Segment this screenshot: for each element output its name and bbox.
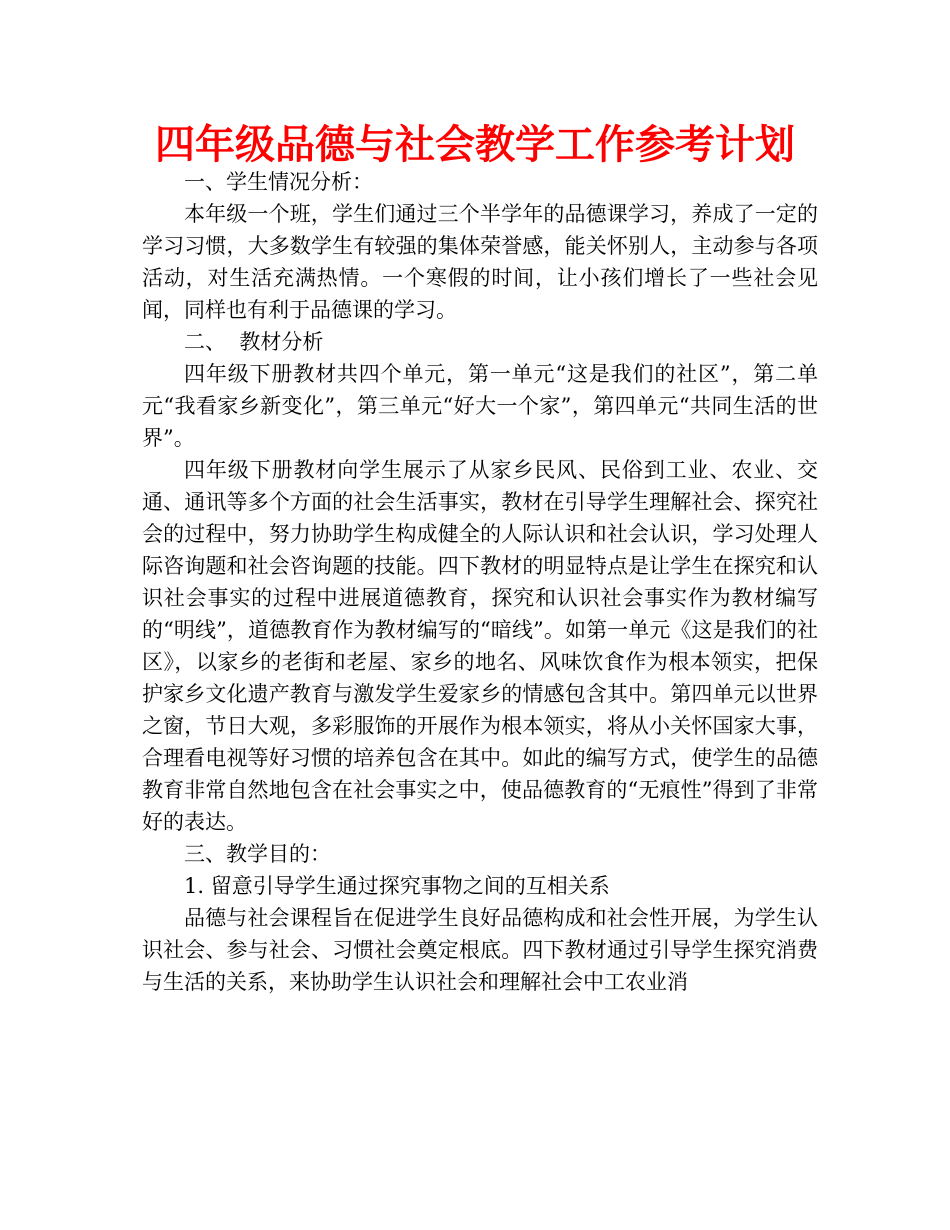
paragraph: 四年级下册教材共四个单元，第一单元“这是我们的社区”，第二单元“我看家乡新变化”，第三单元“好大一个家”，第四单元“共同生活的世界”。 [142, 362, 818, 450]
document-title: 四年级品德与社会教学工作参考计划 [155, 122, 795, 168]
section-heading: 一、学生情况分析： [184, 170, 373, 194]
document-body [142, 166, 818, 998]
paragraph: 四年级下册教材向学生展示了从家乡民风、民俗到工业、农业、交通、通讯等多个方面的社会生活事实，教材在引导学生理解社会、探究社会的过程中，努力协助学生构成健全的人际认识和社会认识，学习处理人际咨询题和社会咨询题的技能。四下教材的明显特点是让学生在探究和认识社会事实的过程中进展道德教育，探究和认识社会事实作为教材编写的“明线”，道德教育作为教材编写的“暗线”。如第一单元《这是我们的社区》，以家乡的老街和老屋、家乡的地名、风味饮食作为根本领实，把保护家乡文化遗产教育与激发学生爱家乡的情感包含其中。第四单元以世界之窗，节日大观，多彩服饰的开展作为根本领实，将从小关怀国家大事，合理看电视等好习惯的培养包含在其中。如此的编写方式，使学生的品德教育非常自然地包含在社会事实之中，使品德教育的“无痕性”得到了非常好的表达。 [142, 458, 818, 834]
paragraph: 品德与社会课程旨在促进学生良好品德构成和社会性开展，为学生认识社会、参与社会、习惯社会奠定根底。四下教材通过引导学生探究消费与生活的关系，来协助学生认识社会和理解社会中工农业消 [142, 906, 818, 994]
section-heading: 三、教学目的： [184, 842, 331, 866]
section-heading: 二、 教材分析 [184, 330, 324, 354]
paragraph: 本年级一个班，学生们通过三个半学年的品德课学习，养成了一定的学习习惯，大多数学生有较强的集体荣誉感，能关怀别人，主动参与各项活动，对生活充满热情。一个寒假的时间，让小孩们增长了一些社会见闻，同样也有利于品德课的学习。 [142, 202, 818, 322]
section-subheading: 1. 留意引导学生通过探究事物之间的互相关系 [184, 874, 610, 898]
